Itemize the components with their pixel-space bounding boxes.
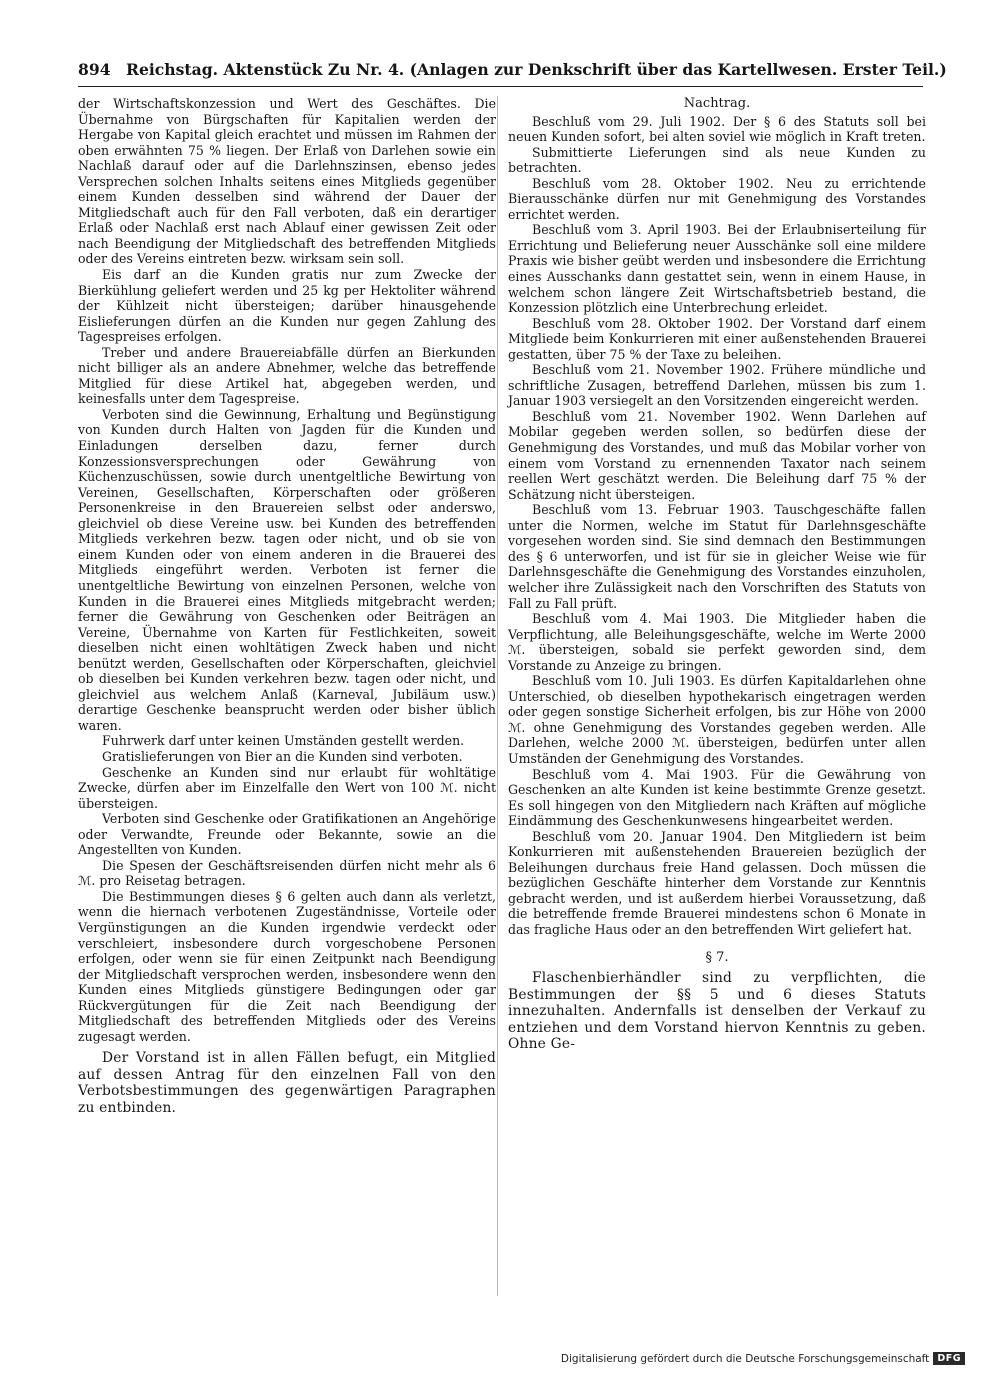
paragraph: Submittierte Lieferungen sind als neue Kunden zu betrachten. bbox=[508, 144, 926, 176]
paragraph: Gratislieferungen von Bier an die Kunden sind verboten. bbox=[102, 748, 463, 764]
paragraph: Treber und andere Brauereiabfälle dürfen an Bierkunden nicht billiger als an andere Abnehmer, welche das betreffende Mitglied für diese Artikel hat, abgegeben werden, und keinesfalls unter dem Tagespreise. bbox=[78, 344, 496, 407]
running-title: Reichstag. Aktenstück Zu Nr. 4. (Anlagen zur Denkschrift über das Kartellwesen. Erster Teil.) bbox=[126, 60, 947, 79]
paragraph: Beschluß vom 29. Juli 1902. Der § 6 des Statuts soll bei neuen Kunden sofort, bei alten soviel wie möglich in Kraft treten. bbox=[508, 113, 926, 145]
page-header bbox=[78, 60, 947, 79]
closing-paragraph: Der Vorstand ist in allen Fällen befugt, ein Mitglied auf dessen Antrag für den einzelnen Fall von den Verbotsbestimmungen des gegenwärtigen Paragraphen zu entbinden. bbox=[78, 1050, 496, 1116]
paragraph: Eis darf an die Kunden gratis nur zum Zwecke der Bierkühlung geliefert werden und 25 kg per Hektoliter während der Kühlzeit nicht übersteigen; darüber hinausgehende Eislieferungen dürfen an die Kunden nur gegen Zahlung des Tagespreises erfolgen. bbox=[78, 267, 496, 345]
footer-text: Digitalisierung gefördert durch die Deutsche Forschungsgemeinschaft bbox=[560, 1352, 930, 1365]
paragraph: Geschenke an Kunden sind nur erlaubt für wohltätige Zwecke, dürfen aber im Einzelfalle den Wert von 100 ℳ. nicht übersteigen. bbox=[78, 764, 496, 811]
left-column bbox=[78, 96, 496, 1116]
paragraph: Verboten sind die Gewinnung, Erhaltung und Begünstigung von Kunden durch Halten von Jagden für die Kunden und Einladungen derselben dazu, ferner durch Konzessionsversprechungen oder Gewährung von Küchenzuschüssen, sowie durch unentgeltliche Bewirtung von Vereinen, Gesellschaften, Körperschaften oder größeren Personenkreise in den Brauereien selbst oder anderswo, gleichviel ob diese Vereine usw. bei Kunden des betreffenden Mitglieds verkehren bezw. tagen oder nicht, und ob sie von einem Kunden oder von einem anderen in die Brauerei des Mitglieds eingeführt werden. Verboten ist ferner die unentgeltliche Bewirtung von einzelnen Personen, welche von Kunden in die Brauerei eines Mitglieds mitgebracht werden; ferner die Gewährung von Geschenken oder Beiträgen an Vereine, Übernahme von Karten für Festlichkeiten, soweit dieselben nicht einen wohltätigen Zweck haben und nicht benützt werden, Gesellschaften oder Körperschaften, gleichviel ob dieselben bei Kunden verkehren bezw. tagen oder nicht, und gleichviel aus welchem Anlaß (Karneval, Jubiläum usw.) derartige Geschenke beansprucht werden oder bisher üblich waren. bbox=[78, 406, 496, 733]
paragraph: Beschluß vom 10. Juli 1903. Es dürfen Kapitaldarlehen ohne Unterschied, ob dieselben hypothekarisch eingetragen werden oder gegen sonstige Sicherheit erfolgen, bis zur Höhe von 2000 ℳ. ohne Genehmigung des Vorstandes gegeben werden. Alle Darlehen, welche 2000 ℳ. übersteigen, bedürfen unter allen Umständen der Genehmigung des Vorstandes. bbox=[508, 673, 926, 766]
paragraph: Beschluß vom 4. Mai 1903. Für die Gewährung von Geschenken an alte Kunden ist keine bestimmte Grenze gesetzt. Es soll hingegen von den Mitgliedern nach Kräften auf mögliche Eindämmung des Geschenkunwesens hingearbeitet werden. bbox=[508, 766, 926, 829]
dfg-logo: DFG bbox=[933, 1352, 965, 1365]
paragraph: Beschluß vom 20. Januar 1904. Den Mitgliedern ist beim Konkurrieren mit außenstehenden Brauereien bezüglich der Beleihungen durchaus freie Hand gelassen. Doch müssen die bezüglichen Geschäfte hinterher dem Vorstande zur Kenntnis gebracht werden, und ist außerdem hierbei Voraussetzung, daß die betreffende fremde Brauerei mindestens schon 6 Monate in das fragliche Haus oder an den betreffenden Wirt geliefert hat. bbox=[508, 828, 926, 937]
column-divider bbox=[497, 96, 498, 1296]
right-column bbox=[508, 96, 926, 1053]
paragraph: Fuhrwerk darf unter keinen Umständen gestellt werden. bbox=[102, 733, 465, 749]
nachtrag-heading: Nachtrag. bbox=[683, 96, 751, 111]
paragraph: Beschluß vom 3. April 1903. Bei der Erlaubniserteilung für Errichtung und Belieferung neuer Ausschänke soll eine mildere Praxis wie bisher geübt werden und insbesondere die Errichtung eines Ausschanks dann gestattet sein, wenn in einem Hause, in welchem schon längere Zeit Wirtschaftsbetrieb bestand, die Konzession plötzlich eine Unterbrechung erleidet. bbox=[508, 222, 926, 316]
paragraph: der Wirtschaftskonzession und Wert des Geschäftes. Die Übernahme von Bürgschaften für Kapitalien werden der Hergabe von Kapital gleich erachtet und müssen im Rahmen der oben erwähnten 75 % liegen. Der Erlaß von Darlehen sowie ein Nachlaß darauf oder auf die Darlehnszinsen, ebenso jedes Versprechen solchen Inhalts seitens eines Mitglieds gegenüber einem Kunden desselben sind während der Dauer der Mitgliedschaft auch für den Fall verboten, daß ein derartiger Erlaß oder Nachlaß erst nach Ablauf einer gewissen Zeit oder nach Beendigung der Mitgliedschaft des betreffenden Mitglieds oder des Vereins eintreten bezw. wirksam sein soll. bbox=[78, 96, 496, 267]
paragraph: Beschluß vom 21. November 1902. Wenn Darlehen auf Mobilar gegeben werden sollen, so bedürfen diese der Genehmigung des Vorstandes, und muß das Mobilar vorher von einem vom Vorstand zu ernennenden Taxator nach seinem reellen Wert geschätzt werden. Die Beleihung darf 75 % der Schätzung nicht übersteigen. bbox=[508, 408, 926, 502]
paragraph: Beschluß vom 28. Oktober 1902. Neu zu errichtende Bierausschänke dürfen nur mit Genehmigung des Vorstandes errichtet werden. bbox=[508, 175, 926, 222]
paragraph: Die Bestimmungen dieses § 6 gelten auch dann als verletzt, wenn die hiernach verbotenen Zugeständnisse, Vorteile oder Vergünstigungen an die Kunden irgendwie verdeckt oder verschleiert, insbesondere durch vorgeschobene Personen erfolgen, oder wenn sie für einen Zeitpunkt nach Beendigung der Mitgliedschaft versprochen werden, insbesondere wenn den Kunden eines Mitglieds günstigere Bedingungen oder gar Rückvergütungen für die Zeit nach Beendigung der Mitgliedschaft des betreffenden Mitglieds oder des Vereins zugesagt werden. bbox=[78, 888, 496, 1044]
paragraph: Beschluß vom 21. November 1902. Frühere mündliche und schriftliche Zusagen, betreffend Darlehen, müssen bis zum 1. Januar 1903 versiegelt an den Vorsitzenden eingereicht werden. bbox=[508, 362, 926, 409]
header-rule bbox=[78, 86, 923, 87]
paragraph: Beschluß vom 4. Mai 1903. Die Mitglieder haben die Verpflichtung, alle Beleihungsgeschäfte, welche im Werte 2000 ℳ. übersteigen, sobald sie perfekt geworden sind, dem Vorstande zu Anzeige zu bringen. bbox=[508, 611, 926, 673]
page-number: 894 bbox=[78, 60, 111, 79]
paragraph: Beschluß vom 28. Oktober 1902. Der Vorstand darf einem Mitgliede beim Konkurrieren mit einer außenstehenden Brauerei gestatten, über 75 % der Taxe zu beleihen. bbox=[508, 315, 926, 362]
paragraph: Die Spesen der Geschäftsreisenden dürfen nicht mehr als 6 ℳ. pro Reisetag betragen. bbox=[78, 857, 496, 889]
section-7-paragraph: Flaschenbierhändler sind zu verpflichten, die Bestimmungen der §§ 5 und 6 dieses Statuts innezuhalten. Andernfalls ist denselben der Verkauf zu entziehen und dem Vorstand hiervon Kenntnis zu geben. Ohne Ge- bbox=[508, 970, 926, 1053]
section-7-mark: § 7. bbox=[705, 949, 729, 965]
footer bbox=[561, 1352, 965, 1365]
paragraph: Verboten sind Geschenke oder Gratifikationen an Angehörige oder Verwandte, Freunde oder Bekannte, sowie an die Angestellten von Kunden. bbox=[78, 811, 496, 858]
paragraph: Beschluß vom 13. Februar 1903. Tauschgeschäfte fallen unter die Normen, welche im Statut für Darlehnsgeschäfte vorgesehen worden sind. Sie sind demnach den Bestimmungen des § 6 unterworfen, und ist für sie in gleicher Weise wie für Darlehnsgeschäfte die Genehmigung des Vorstandes einzuholen, welcher ihre Zulässigkeit nach den Vorschriften des Statuts von Fall zu Fall prüft. bbox=[508, 502, 926, 611]
